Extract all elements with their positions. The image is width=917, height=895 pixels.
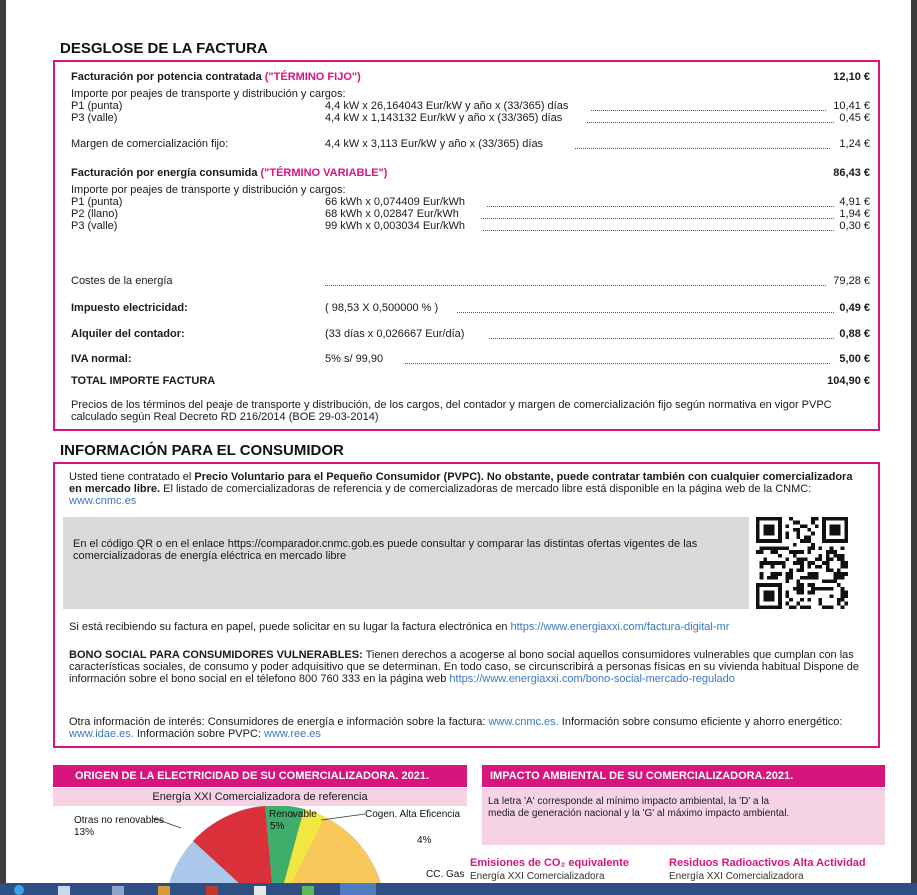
energia-label: Facturación por energía consumida [71,167,261,179]
invoice-page [6,0,911,895]
label-ccgas: CC. Gas [426,869,465,880]
energia-p3-calc: 99 kWh x 0,003034 Eur/kWh [325,220,466,232]
app-icon[interactable] [112,886,124,895]
potencia-total: 12,10 € [833,71,870,83]
alquiler-val: 0,88 € [839,328,870,340]
margen-calc: 4,4 kW x 3,113 Eur/kW y año x (33/365) días [325,138,544,150]
app-icon[interactable] [206,886,218,895]
pvpc-text-c: El listado de comercializadoras de referencia y de comercializadoras de mercado libre está disponible en la página web de la CNMC: [160,483,812,495]
dot-leader [591,109,826,111]
label-renovable-pct: 5% [270,821,285,832]
potencia-peajes-text: Importe por peajes de transporte y distribución y cargos: [71,88,346,100]
label-renovable: Renovable [269,809,317,820]
co2-title: Emisiones de CO₂ equivalente [470,857,629,869]
label-otras: Otras no renovables [74,815,165,826]
pvpc-paragraph [69,471,868,507]
bono-paragraph [69,649,868,685]
qr-text: En el código QR o en el enlace https://comparador.cnmc.gob.es puede consultar y comparar las distintas ofertas vigentes de las comercializadoras de energía eléctrica en mercado libre [73,538,698,562]
potencia-p1-calc: 4,4 kW x 26,164043 Eur/kW y año x (33/365) días [325,100,569,112]
potencia-p1-label: P1 (punta) [71,100,123,112]
origen-subheader [53,788,467,806]
energia-total: 86,43 € [833,167,870,179]
total-val: 104,90 € [827,375,870,387]
app-icon[interactable] [302,886,314,895]
energia-p1-label: P1 (punta) [71,196,123,208]
costes-label: Costes de la energía [71,275,173,287]
energia-tag: ("TÉRMINO VARIABLE") [260,167,388,179]
impuesto-val: 0,49 € [839,302,870,314]
costes-val: 79,28 € [833,275,870,287]
dot-leader [489,337,834,339]
dot-leader [483,229,834,231]
origen-sub-text: Energía XXI Comercializadora de referencia [152,791,368,803]
residuos-title: Residuos Radioactivos Alta Actividad [669,857,866,869]
energia-p1-calc: 66 kWh x 0,074409 Eur/kWh [325,196,466,208]
impuesto-calc: ( 98,53 X 0,500000 % ) [325,302,439,314]
dot-leader [481,217,834,219]
cnmc-link-2[interactable]: www.cnmc.es. [488,716,559,728]
energia-p3-label: P3 (valle) [71,220,118,232]
taskbar [0,883,917,895]
active-app-icon[interactable] [340,883,376,895]
energia-p2-val: 1,94 € [839,208,870,220]
info-title: INFORMACIÓN PARA EL CONSUMIDOR [60,442,344,459]
info-box [53,462,880,748]
otra-text-b: Información sobre consumo eficiente y ahorro energético: [558,716,843,728]
energia-p2-calc: 68 kWh x 0,02847 Eur/kWh [325,208,459,220]
iva-calc: 5% s/ 99,90 [325,353,384,365]
energia-peajes-text: Importe por peajes de transporte y distribución y cargos: [71,184,346,196]
app-icon[interactable] [58,886,70,895]
dot-leader [487,205,834,207]
app-icon[interactable] [158,886,170,895]
desglose-title: DESGLOSE DE LA FACTURA [60,40,268,57]
energia-p2-label: P2 (llano) [71,208,119,220]
bono-link[interactable]: https://www.energiaxxi.com/bono-social-mercado-regulado [449,673,735,685]
pvpc-text-a: Usted tiene contratado el [69,471,195,483]
dot-leader [325,284,826,286]
start-icon[interactable] [14,885,24,895]
potencia-tag: ("TÉRMINO FIJO") [264,71,361,83]
margen-val: 1,24 € [839,138,870,150]
potencia-p3-val: 0,45 € [839,112,870,124]
potencia-p3-calc: 4,4 kW x 1,143132 Eur/kW y año x (33/365) días [325,112,563,124]
impacto-box [482,788,885,845]
label-cogen-pct: 4% [417,835,432,846]
potencia-p1-val: 10,41 € [833,100,870,112]
dot-leader [457,311,834,313]
iva-val: 5,00 € [839,353,870,365]
factura-digital-link[interactable]: https://www.energiaxxi.com/factura-digital-mr [510,621,730,633]
papel-paragraph [69,621,868,633]
qr-band [63,517,749,609]
ree-link[interactable]: www.ree.es [264,728,321,740]
dot-leader [575,147,830,149]
otra-paragraph [69,716,868,740]
impacto-text: La letra 'A' corresponde al mínimo impacto ambiental, la 'D' a la media de generación nacional y la 'G' al máximo impacto ambiental. [488,796,790,819]
total-label: TOTAL IMPORTE FACTURA [71,375,216,387]
potencia-p3-label: P3 (valle) [71,112,118,124]
potencia-label: Facturación por potencia contratada [71,71,265,83]
co2-subtitle: Energía XXI Comercializadora [470,871,605,882]
bono-title: BONO SOCIAL PARA CONSUMIDORES VULNERABLES: [69,649,363,661]
label-cogen: Cogen. Alta Eficencia [365,809,461,820]
iva-label: IVA normal: [71,353,132,365]
dot-leader [587,121,834,123]
bono-text: Tienen derechos a acogerse al bono social aquellos consumidores vulnerables que cumplan con las características sociales, de consumo y poder adquisitivo que se determinan. En todo caso, se circunscribirá a personas físicas en su vivienda habitual Dispone de información sobre el bono social en el télefono 800 760 333 en la página web [69,649,859,685]
margen-label: Margen de comercialización fijo: [71,138,229,150]
origen-bar: ORIGEN DE LA ELECTRICIDAD DE SU COMERCIALIZADORA. 2021. [53,765,467,787]
idae-link[interactable]: www.idae.es. [69,728,134,740]
qr-code-icon[interactable] [756,517,848,609]
alquiler-calc: (33 días x 0,026667 Eur/día) [325,328,465,340]
alquiler-label: Alquiler del contador: [71,328,185,340]
residuos-subtitle: Energía XXI Comercializadora [669,871,804,882]
pvpc-text-b: Precio Voluntario para el Pequeño Consumidor (PVPC). No obstante, puede contratar también con cualquier comercializadora en mercado libre. [69,471,853,495]
origen-pie-chart [53,806,467,883]
impuesto-label: Impuesto electricidad: [71,302,188,314]
desglose-box [53,60,880,431]
label-otras-pct: 13% [74,827,95,838]
energia-p3-val: 0,30 € [839,220,870,232]
impacto-bar: IMPACTO AMBIENTAL DE SU COMERCIALIZADORA.2021. [482,765,885,787]
dot-leader [405,362,830,364]
app-icon[interactable] [254,886,266,895]
energia-p1-val: 4,91 € [839,196,870,208]
otra-text-c: Información sobre PVPC: [133,728,265,740]
otra-text-a: Otra información de interés: Consumidores de energía e información sobre la factura: [69,716,489,728]
cnmc-link[interactable]: www.cnmc.es [69,495,137,507]
nota-normativa: Precios de los términos del peaje de transporte y distribución, de los cargos, del contador y margen de comercialización fijo según normativa en vigor PVPC calculado según Real Decreto RD 216/2014 (BOE 29-03-2014) [71,399,832,423]
papel-text: Si está recibiendo su factura en papel, puede solicitar en su lugar la factura electrónica en [69,621,511,633]
